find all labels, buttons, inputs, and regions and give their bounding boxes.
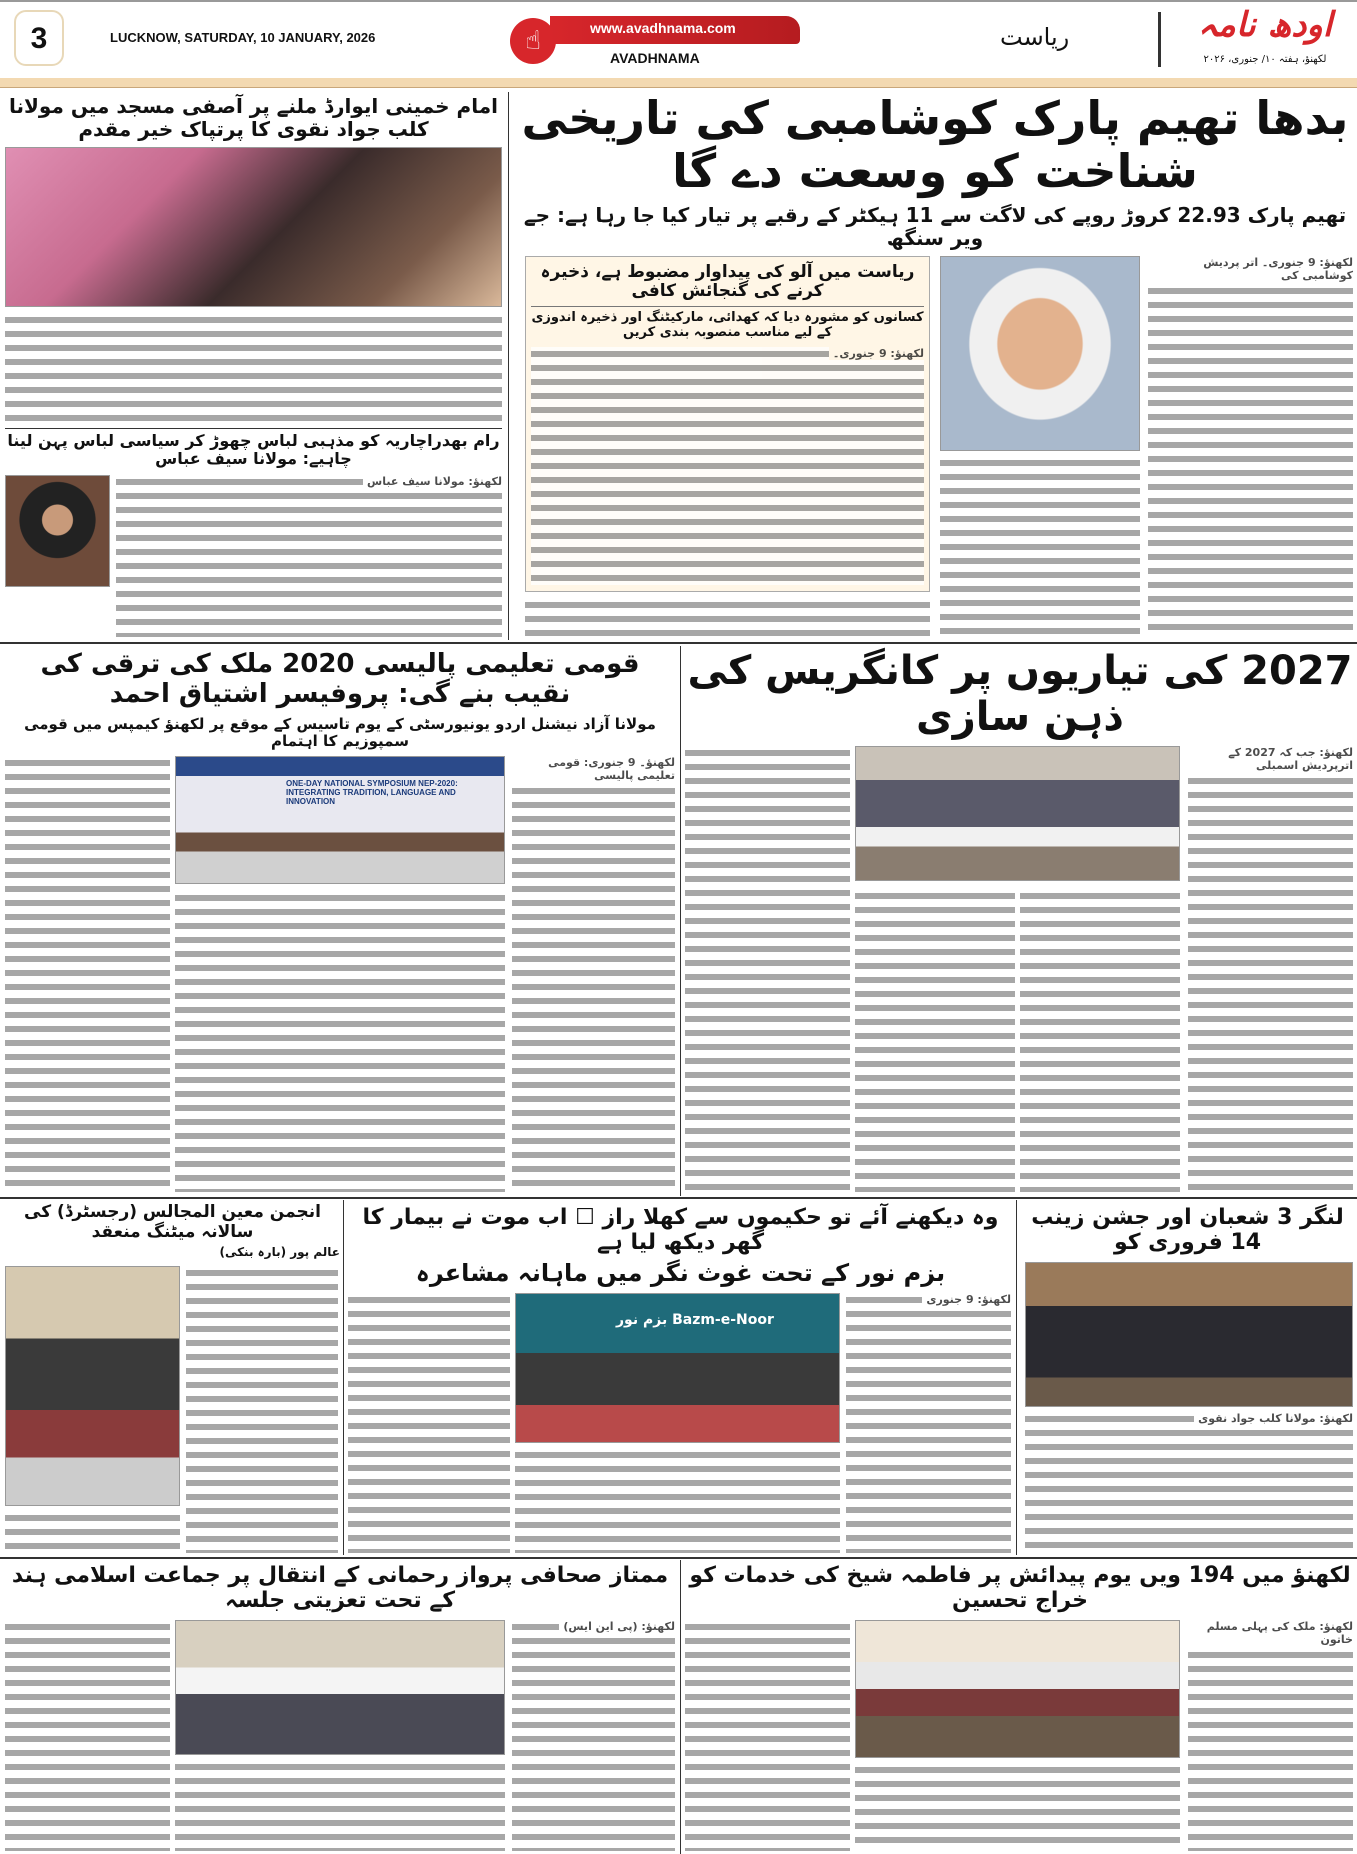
kalbe-jawad-story [5,95,502,425]
congress-headline: 2027 کی تیاریوں پر کانگریس کی ذہن سازی [687,648,1353,740]
nep-story [5,650,675,1192]
mushaira-subhead: بزم نور کے تحت غوث نگر میں ماہانہ مشاعرہ [415,1258,946,1287]
congress-body-4: لکھنؤ: جب کہ 2027 کے اترپردیش اسمبلی [1188,746,1353,1192]
parwaz-photo [175,1620,505,1755]
potato-body: لکھنؤ: 9 جنوری۔ [531,347,924,585]
saif-abbas-headline: رام بھدراچاریہ کو مذہبی لباس چھوڑ کر سیاسی لباس پہن لینا چاہیے: مولانا سیف عباس [7,431,500,469]
langar-body: لکھنؤ: مولانا کلب جواد نقوی [1025,1412,1353,1553]
fatima-body-2 [855,1763,1180,1851]
fatima-story [685,1563,1355,1851]
potato-box [525,256,930,592]
anjuman-dateline: عالم پور (بارہ بنکی) [219,1245,340,1260]
saif-abbas-body: لکھنؤ: مولانا سیف عباس [116,475,502,637]
hand-cursor-icon: ☝ [510,18,556,64]
langar-headline: لنگر 3 شعبان اور جشن زینب 14 فروری کو [1031,1205,1344,1256]
page-header [0,0,1357,80]
mushaira-poetry-1 [348,1293,510,1553]
nep-symposium-photo [175,756,505,884]
potato-subhead: کسانوں کو مشورہ دیا کہ کھدائی، مارکیٹنگ اور ذخیرہ اندوزی کے لیے مناسب منصوبہ بندی کریں [531,306,924,341]
kalbe-jawad-photo [5,147,502,307]
anjuman-body [186,1266,338,1553]
buddha-body-right: لکھنؤ: 9 جنوری۔ اتر پردیش کوشامبی کی [1148,256,1353,638]
potato-headline: ریاست میں آلو کی پیداوار مضبوط ہے، ذخیرہ کرنے کی گنجائش کافی [540,261,915,302]
langar-story [1020,1205,1355,1553]
saif-abbas-photo [5,475,110,587]
brand-name: AVADHNAMA [610,50,700,66]
masthead-logo: اودھ نامہ [1197,5,1333,45]
buddha-story [515,92,1355,638]
mushaira-body: لکھنؤ: 9 جنوری [846,1293,1011,1553]
kalbe-jawad-headline: امام خمینی ایوارڈ ملنے پر آصفی مسجد میں مولانا کلب جواد نقوی کا پرتپاک خیر مقدم [9,94,498,141]
saif-abbas-story [5,432,502,637]
anjuman-headline: انجمن معین المجالس (رجسٹرڈ) کی سالانہ میٹنگ منعقد [24,1202,321,1242]
urdu-date: لکھنؤ، ہفتہ ۱۰/ جنوری، ۲۰۲۶ [1203,54,1327,65]
fatima-body-1 [685,1620,850,1851]
anjuman-meeting-photo [5,1266,180,1506]
buddha-body-mid [940,456,1140,638]
mushaira-poetry-2 [515,1448,840,1553]
section-title: ریاست [1000,23,1070,51]
buddha-subhead: تھیم پارک 22.93 کروڑ روپے کی لاگت سے 11 ہیکٹر کے رقبے پر تیار کیا جا رہا ہے: جے ویر سنگھ [523,202,1347,250]
parwaz-headline: ممتاز صحافی پرواز رحمانی کے انتقال پر جماعت اسلامی ہند کے تحت تعزیتی جلسہ [11,1563,669,1614]
congress-body-1 [685,746,850,1192]
parwaz-body-1 [5,1620,170,1851]
website-url: www.avadhnama.com [590,20,736,36]
langar-photo [1025,1262,1353,1407]
congress-meeting-photo [855,746,1180,881]
mushaira-story [348,1205,1013,1553]
anjuman-story [5,1203,340,1553]
anjuman-body-bottom [5,1511,180,1553]
fatima-headline: لکھنؤ میں 194 ویں یوم پیدائش پر فاطمہ شیخ کی خدمات کو خراج تحسین [689,1563,1351,1614]
page-number-badge: 3 [14,10,64,66]
symposium-banner: ONE-DAY NATIONAL SYMPOSIUM NEP-2020: INTEGRATING TRADITION, LANGUAGE AND INNOVATION [286,779,458,807]
nep-headline: قومی تعلیمی پالیسی 2020 ملک کی ترقی کی نقیب بنے گی: پروفیسر اشتیاق احمد [40,649,640,709]
fatima-body-3: لکھنؤ: ملک کی پہلی مسلم خاتون [1188,1620,1353,1851]
kalbe-jawad-body [5,313,502,425]
potato-continued-body [525,598,930,638]
header-divider [1158,12,1161,67]
parwaz-story [5,1563,675,1851]
minister-photo [940,256,1140,451]
congress-body-3 [1020,889,1180,1192]
buddha-headline: بدھا تھیم پارک کوشامبی کی تاریخی شناخت کو وسعت دے گا [521,91,1349,198]
congress-story [685,648,1355,1192]
mushaira-photo [515,1293,840,1443]
mushaira-headline: وہ دیکھنے آئے تو حکیموں سے کھلا راز ☐ اب موت نے بیمار کا گھر دیکھ لیا ہے [362,1205,999,1256]
dateline: LUCKNOW, SATURDAY, 10 JANUARY, 2026 [110,30,376,45]
bazm-e-noor-banner: بزم نور Bazm-e-Noor [616,1312,774,1329]
nep-body-3: لکھنؤ۔ 9 جنوری: قومی تعلیمی پالیسی [512,756,675,1192]
nep-body-1 [5,756,170,1192]
header-band [0,78,1357,88]
fatima-photo [855,1620,1180,1758]
congress-body-2 [855,889,1015,1192]
nep-subhead: مولانا آزاد نیشنل اردو یونیورسٹی کے یوم تاسیس کے موقع پر لکھنؤ کیمپس میں قومی سمپوزیم کا اہتمام [24,714,656,751]
nep-body-2 [175,891,505,1192]
website-banner[interactable] [510,14,800,70]
parwaz-body-2 [175,1760,505,1851]
parwaz-body-3: لکھنؤ: (پی این ایس) [512,1620,675,1851]
